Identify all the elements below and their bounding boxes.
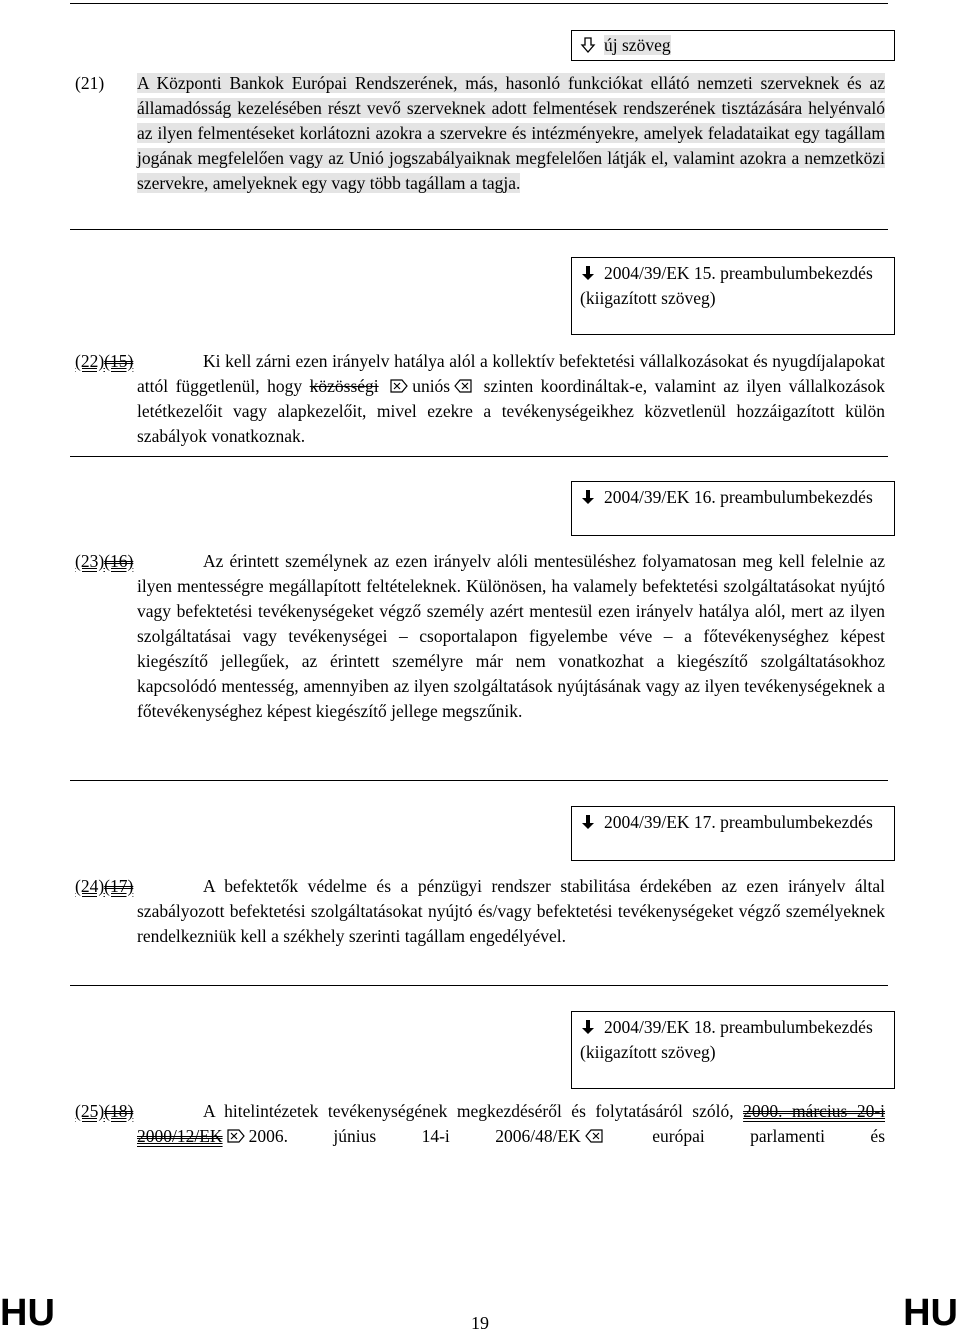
- paragraph-number: [75, 549, 133, 574]
- new-number: (25): [75, 1101, 105, 1121]
- paragraph-24-text: [137, 874, 885, 949]
- paragraph-text: európai parlamenti és: [652, 1126, 886, 1146]
- insert-start-icon: [390, 379, 408, 393]
- source-label: 2004/39/EK 18. preambulumbekezdés (kiigazított szöveg): [580, 1017, 873, 1062]
- source-label: új szöveg: [604, 35, 671, 55]
- paragraph-25-text: [137, 1099, 885, 1149]
- arrow-down-outline-icon: [580, 37, 596, 53]
- paragraph-21-text: [137, 71, 885, 196]
- source-box-2004-39-17: [571, 806, 895, 861]
- deleted-text: 2000/12/EK: [137, 1126, 223, 1146]
- insert-start-icon: [227, 1129, 245, 1143]
- paragraph-number: [75, 874, 133, 899]
- arrow-down-bold-icon: [580, 814, 596, 830]
- section-rule: [70, 985, 888, 986]
- inserted-text: 2006. június 14-i 2006/48/EK: [248, 1126, 581, 1146]
- paragraph-text: A hitelintézetek tevékenységének megkezdéséről és folytatásáról szóló,: [203, 1101, 734, 1121]
- paragraph-number: (21): [75, 73, 105, 93]
- footer-language-left: HU: [0, 1292, 55, 1334]
- source-box-2004-39-16: [571, 481, 895, 536]
- page-number: 19: [471, 1313, 489, 1333]
- paragraph-text: A Központi Bankok Európai Rendszerének, más, hasonló funkciókat ellátó nemzeti szerveknek és az államadósság kezelésében részt vevő szerveknek adott felmentések rendszerének tisztázására helyénvaló az ilyen felmentéseket korlátozni azokra a szervekre és intézményekre, amelyek feladataikat egy tagállam jogának megfelelően vagy az Unió jogszabályaiknak megfelelően látják el, valamint azokra a nemzetközi szervekre, amelyeknek egy vagy több tagállam a tagja.: [137, 73, 885, 193]
- top-rule: [70, 3, 888, 4]
- new-number: (24): [75, 876, 105, 896]
- arrow-down-bold-icon: [580, 489, 596, 505]
- section-rule: [70, 780, 888, 781]
- source-label: 2004/39/EK 16. preambulumbekezdés: [604, 487, 873, 507]
- deleted-text: 2000. március 20-i: [743, 1101, 886, 1121]
- section-rule: [70, 229, 888, 230]
- old-number: (18): [104, 1101, 134, 1121]
- insert-end-icon: [454, 379, 472, 393]
- source-label: 2004/39/EK 17. preambulumbekezdés: [604, 812, 873, 832]
- paragraph-number: [75, 349, 133, 374]
- inserted-text: uniós: [412, 376, 451, 396]
- paragraph-23-text: [137, 549, 885, 724]
- source-box-2004-39-18: [571, 1011, 895, 1089]
- paragraph-text: A befektetők védelme és a pénzügyi rendszer stabilitása érdekében az ezen irányelv által szabályozott befektetési szolgáltatásokat nyújtó és/vagy befektetési tevékenységeket végző személyeknek rendelkezniük kell a székhely szerinti tagállam engedélyével.: [137, 876, 885, 946]
- deleted-text: közösségi: [309, 376, 379, 396]
- paragraph-number: [75, 1099, 133, 1124]
- source-box-new-text: [571, 30, 895, 61]
- paragraph-text: szinten koordináltak-e, valamint az ilyen vállalkozások letétkezelőit vagy alapkezelőit, mivel ezekre a tevékenységeikhez közvetlenül hozzáigazított külön szabályok vonatkoznak.: [137, 376, 886, 446]
- paragraph-text: Az érintett személynek az ezen irányelv alóli mentesüléshez folyamatosan meg kell felelnie az ilyen mentességre megállapított feltételeknek. Különösen, ha valamely befektetési szolgáltatásokat nyújtó vagy befektetési tevékenységeket végző személy azért mentesül ezen irányelv hatálya alól, mert az ilyen szolgáltatásai vagy tevékenységei – csoportalapon figyelembe véve – a főtevékenységhez képest kiegészítő jellegűek, az érintett személyre már nem vonatkozhat a kiegészítő szolgáltatásokhoz kapcsolódó mentesség, amennyiben az ilyen szolgáltatások nyújtásának vagy az ilyen tevékenységeknek a főtevékenységhez képest kiegészítő jellege megszűnik.: [137, 551, 885, 721]
- paragraph-text: Ki kell zárni ezen irányelv hatálya alól a kollektív befektetési vállalkozásokat és nyugdíjalapokat attól függetlenül, hogy: [137, 351, 885, 396]
- new-number: (23): [75, 551, 105, 571]
- source-label: 2004/39/EK 15. preambulumbekezdés (kiigazított szöveg): [580, 263, 873, 308]
- arrow-down-bold-icon: [580, 1019, 596, 1035]
- insert-end-icon: [585, 1129, 603, 1143]
- old-number: (15): [104, 351, 134, 371]
- old-number: (16): [104, 551, 134, 571]
- section-rule: [70, 456, 888, 457]
- paragraph-22-text: [137, 349, 885, 449]
- footer-language-right: HU: [903, 1292, 958, 1334]
- arrow-down-bold-icon: [580, 265, 596, 281]
- old-number: (17): [104, 876, 134, 896]
- source-box-2004-39-15: [571, 257, 895, 335]
- new-number: (22): [75, 351, 105, 371]
